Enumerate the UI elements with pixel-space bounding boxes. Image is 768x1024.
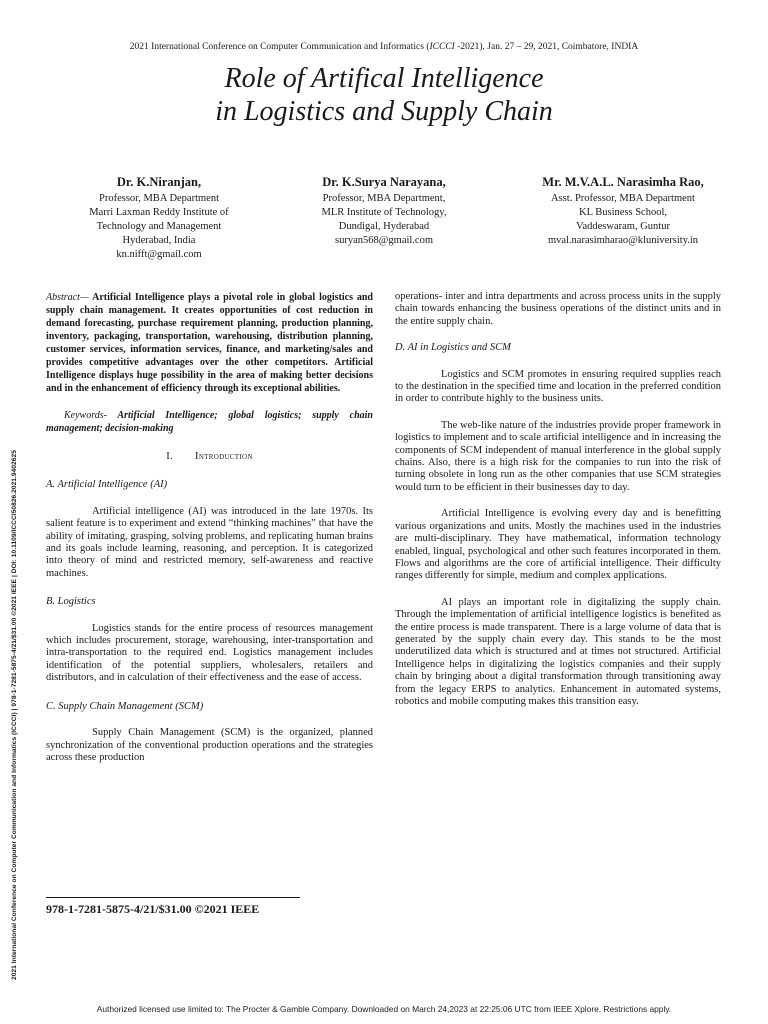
author-block-1	[56, 174, 262, 262]
paragraph-scm: Supply Chain Management (SCM) is the organized, planned synchronization of the conventional production operations and the strategies across these production	[46, 727, 373, 763]
paper-title	[0, 62, 768, 128]
license-notice: Authorized licensed use limited to: The Procter & Gamble Company. Downloaded on March 24,2023 at 22:25:06 UTC from IEEE Xplore. Restrictions apply.	[96, 1004, 672, 1014]
section-number: I.	[166, 451, 174, 462]
author-email: mval.narasimharao@kluniversity.in	[547, 235, 699, 246]
subsection-heading-ai: A. Artificial Intelligence (AI)	[46, 479, 168, 491]
author-name: Mr. M.V.A.L. Narasimha Rao,	[542, 175, 704, 189]
author-affiliation-line: Professor, MBA Department,	[322, 193, 446, 204]
paragraph-ai-digitalizing: AI plays an important role in digitalizing the supply chain. Through the implementation of artificial intelligence logistics is benefited as the entire process is made transparent. There is a large volume of data that is generated by the supply chain every day. This stands to be the most underutilized data which is structured and at times not structured. Artificial Intelligence helps in digitalizing the logistics companies and their supply chain by bringing about a digital transformation through transitioning away from the legacy ERPS to analytics. Enhancement in automated systems, robotics and mobile computing makes this transition easy.	[395, 596, 721, 707]
author-affiliation-line: Marri Laxman Reddy Institute of	[89, 207, 229, 218]
keywords	[46, 409, 373, 435]
section-title: Introduction	[195, 451, 253, 462]
author-affiliation-line: KL Business School,	[579, 207, 667, 218]
author-block-3	[500, 174, 746, 248]
section-heading-introduction	[46, 451, 373, 463]
right-column	[395, 291, 721, 708]
author-name: Dr. K.Niranjan,	[116, 175, 202, 189]
footnote-rule	[46, 897, 300, 898]
subsection-heading-logistics: B. Logistics	[46, 596, 96, 608]
abstract-label: Abstract—	[46, 292, 89, 303]
author-affiliation-line: MLR Institute of Technology,	[321, 207, 447, 218]
conference-acronym: ICCCI	[429, 42, 455, 52]
author-affiliation-line: Professor, MBA Department	[98, 193, 220, 204]
paragraph-ai: Artificial intelligence (AI) was introduced in the late 1970s. Its salient feature is to experiment and extend “thinking machines” that have the ability of imitating, grasping, solving problems, and replicating human brains and its goals include learning, reasoning, and perception. It is categorized into theory of mind and restricted memory, self-awareness and reactive machines.	[46, 505, 373, 579]
author-block-2	[280, 174, 488, 248]
paragraph-logistics: Logistics stands for the entire process of resources management which includes procurement, storage, warehousing, inter-transportation and intra-transportation to the required end. Logistics management includes identification of the potential suppliers, wholesalers, retailers and distributors, and in calculation of their effectiveness and the ease of access.	[46, 622, 373, 684]
paragraph-scm-continued: operations- inter and intra departments and across process units in the supply chain towards enhancing the business operations of the distinct units and in the entire supply chain.	[395, 291, 721, 327]
author-affiliation-line: Asst. Professor, MBA Department	[551, 193, 695, 204]
paragraph-web-like-nature: The web-like nature of the industries provide proper framework in logistics to implement and to scale artificial intelligence and in increasing the components of SCM independent of manual interference in the global supply chains. Also, there is a high risk for the companies to run into the risk of turning obsolete in long run as the other companies that use SCM strategies would turn to be efficient in their businesses day to day.	[395, 419, 721, 493]
author-affiliation-line: Technology and Management	[96, 221, 222, 232]
conference-prefix: 2021 International Conference on Computer Communication and Informatics (	[129, 42, 430, 52]
keywords-text: Artificial Intelligence; global logistics; supply chain management; decision-making	[46, 410, 373, 434]
keywords-label: Keywords-	[64, 410, 107, 421]
subsection-heading-scm: C. Supply Chain Management (SCM)	[46, 700, 204, 712]
author-affiliation-line: Vaddeswaram, Guntur	[576, 221, 670, 232]
abstract	[46, 291, 373, 395]
author-email: suryan568@gmail.com	[334, 235, 434, 246]
doi-sidebar	[3, 272, 19, 980]
author-email: kn.nifft@gmail.com	[116, 249, 202, 260]
conference-suffix: -2021), Jan. 27 – 29, 2021, Coimbatore, INDIA	[454, 42, 639, 52]
title-line-1: Role of Artifical Intelligence	[224, 63, 544, 94]
abstract-text: Artificial Intelligence plays a pivotal role in global logistics and supply chain management. It creates opportunities of cost reduction in demand forecasting, purchase requirement planning, production planning, inventory, packaging, transportation, warehousing, distribution planning, customer services, information services, finance, and marketing/sales and provides competitive advantages over the other competitors. Artificial Intelligence displays huge possibility in the area of making better decisions and in the enhancement of efficiency through its exceptional abilities.	[46, 292, 373, 394]
conference-header	[0, 42, 768, 52]
paragraph-logistics-scm: Logistics and SCM promotes in ensuring required supplies reach to the destination in the specified time and location in the preferred condition in order to contribute highly to the business units.	[395, 368, 721, 405]
copyright-isbn: 978-1-7281-5875-4/21/$31.00 ©2021 IEEE	[46, 902, 260, 916]
author-affiliation-line: Dundigal, Hyderabad	[338, 221, 430, 232]
author-affiliation-line: Hyderabad, India	[122, 235, 196, 246]
doi-sidebar-text: 2021 International Conference on Computer Communication and Informatics (ICCCI) | 978-1-7281-5875-4/21/$31.00 ©2021 IEEE | DOI: 10.1109/ICCCI50826.2021.9402625	[11, 450, 18, 980]
paragraph-ai-evolving: Artificial Intelligence is evolving every day and is benefitting various organizations and units. Mostly the machines used in the industries are multi-disciplinary. They have mathematical, information technology enabled, lingual, psychological and other such features incorporated in them. Flows and algorithms are the core of artificial intelligence. Their difficulty ranges differently for simple, medium and complex applications.	[395, 508, 721, 582]
author-name: Dr. K.Surya Narayana,	[322, 175, 446, 189]
left-column	[46, 291, 373, 764]
subsection-heading-ai-logistics-scm: D. AI in Logistics and SCM	[395, 342, 511, 354]
title-line-2: in Logistics and Supply Chain	[215, 96, 553, 127]
